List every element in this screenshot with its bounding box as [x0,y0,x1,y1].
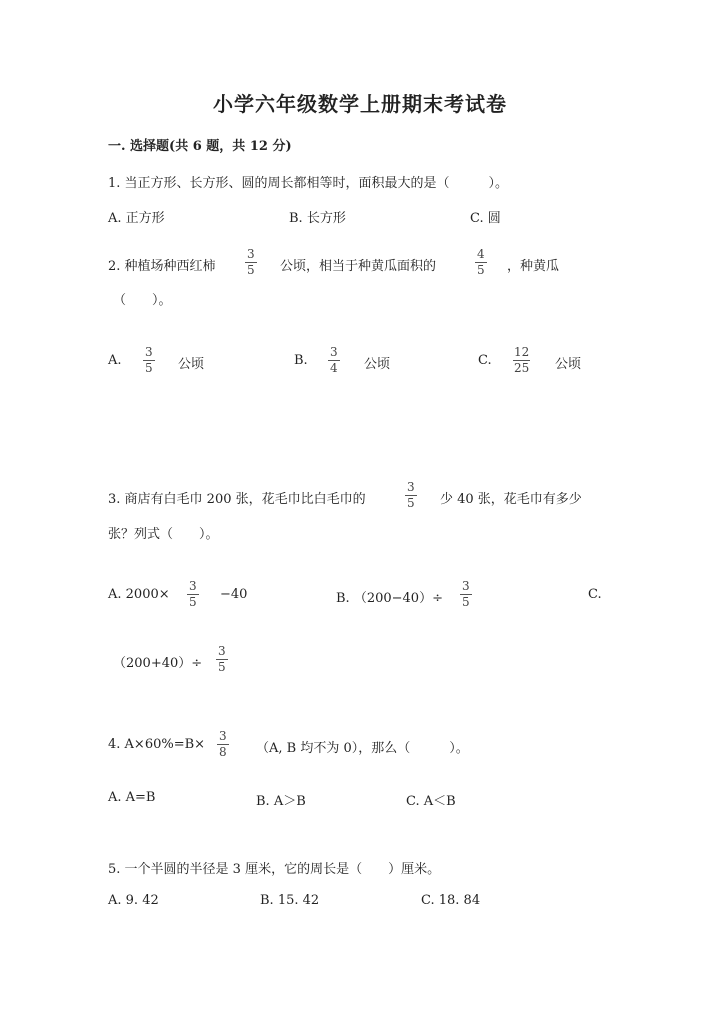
numerator: 3 [330,345,338,359]
question-3-option-a-fraction [187,580,199,609]
numerator: 3 [407,480,415,494]
denominator: 25 [514,361,530,375]
denominator: 5 [477,263,485,277]
question-3-option-c-label: C. [588,587,602,602]
numerator: 3 [218,644,226,658]
numerator: 3 [219,729,227,743]
question-2-stem-part1: 2. 种植场种西红柿 [108,259,216,274]
question-3-option-a-part1: A. 2000× [108,587,170,602]
question-2-option-a-fraction [143,346,155,375]
question-3-stem-part1: 3. 商店有白毛巾 200 张，花毛巾比白毛巾的 [108,492,366,507]
question-2-stem-part2: 公顷，相当于种黄瓜面积的 [280,259,437,274]
question-4-option-c: C. A＜B [406,794,456,809]
question-3-option-b-part1: B. （200−40）÷ [336,591,443,606]
question-3-stem-line2: 张？列式（ ）。 [108,527,219,542]
question-2-fraction-2 [475,248,487,277]
numerator: 4 [477,247,485,261]
question-2-option-c-fraction [513,346,530,375]
denominator: 5 [218,660,226,674]
denominator: 5 [145,361,153,375]
question-2-option-b-unit: 公顷 [364,357,391,372]
question-2-option-b-fraction [328,346,340,375]
question-5-option-b: B. 15. 42 [260,893,320,908]
question-1-option-b: B. 长方形 [289,211,346,226]
numerator: 3 [247,247,255,261]
denominator: 5 [407,496,415,510]
question-1-option-c: C. 圆 [470,211,501,226]
page-title: 小学六年级数学上册期末考试卷 [213,92,507,116]
question-2-fraction-1 [245,248,257,277]
numerator: 3 [189,579,197,593]
question-4-stem-part2: （A, B 均不为 0），那么（ ）。 [256,741,469,756]
question-4-option-b: B. A＞B [256,794,306,809]
denominator: 5 [462,595,470,609]
denominator: 4 [330,361,338,375]
question-3-stem-part2: 少 40 张，花毛巾有多少 [440,492,582,507]
question-5-option-c: C. 18. 84 [421,893,481,908]
numerator: 3 [145,345,153,359]
question-2-stem-line2: （ ）。 [113,293,172,308]
question-3-option-b-fraction [460,580,472,609]
question-3-option-a-part2: −40 [220,587,248,602]
question-4-fraction-1 [217,730,229,759]
question-2-option-a-label: A. [108,353,122,368]
question-3-fraction-1 [405,481,417,510]
question-4-stem-part1: 4. A×60%=B× [108,737,206,752]
denominator: 5 [189,595,197,609]
question-1-option-a: A. 正方形 [108,211,165,226]
question-3-option-c-part1: （200+40）÷ [113,656,203,671]
question-1-stem: 1. 当正方形、长方形、圆的周长都相等时，面积最大的是（ ）。 [108,176,509,191]
question-2-option-a-unit: 公顷 [178,357,205,372]
question-5-option-a: A. 9. 42 [108,893,159,908]
question-2-option-c-label: C. [478,353,492,368]
section-heading: 一. 选择题(共 6 题，共 12 分) [108,139,292,154]
question-3-option-c-fraction [216,645,228,674]
question-2-stem-part3: ，种黄瓜 [507,259,560,274]
denominator: 5 [247,263,255,277]
question-4-option-a: A. A=B [108,790,156,805]
denominator: 8 [219,745,227,759]
question-2-option-c-unit: 公顷 [555,357,582,372]
numerator: 12 [514,345,530,359]
numerator: 3 [462,579,470,593]
question-2-option-b-label: B. [294,353,308,368]
question-5-stem: 5. 一个半圆的半径是 3 厘米，它的周长是（ ）厘米。 [108,862,441,877]
